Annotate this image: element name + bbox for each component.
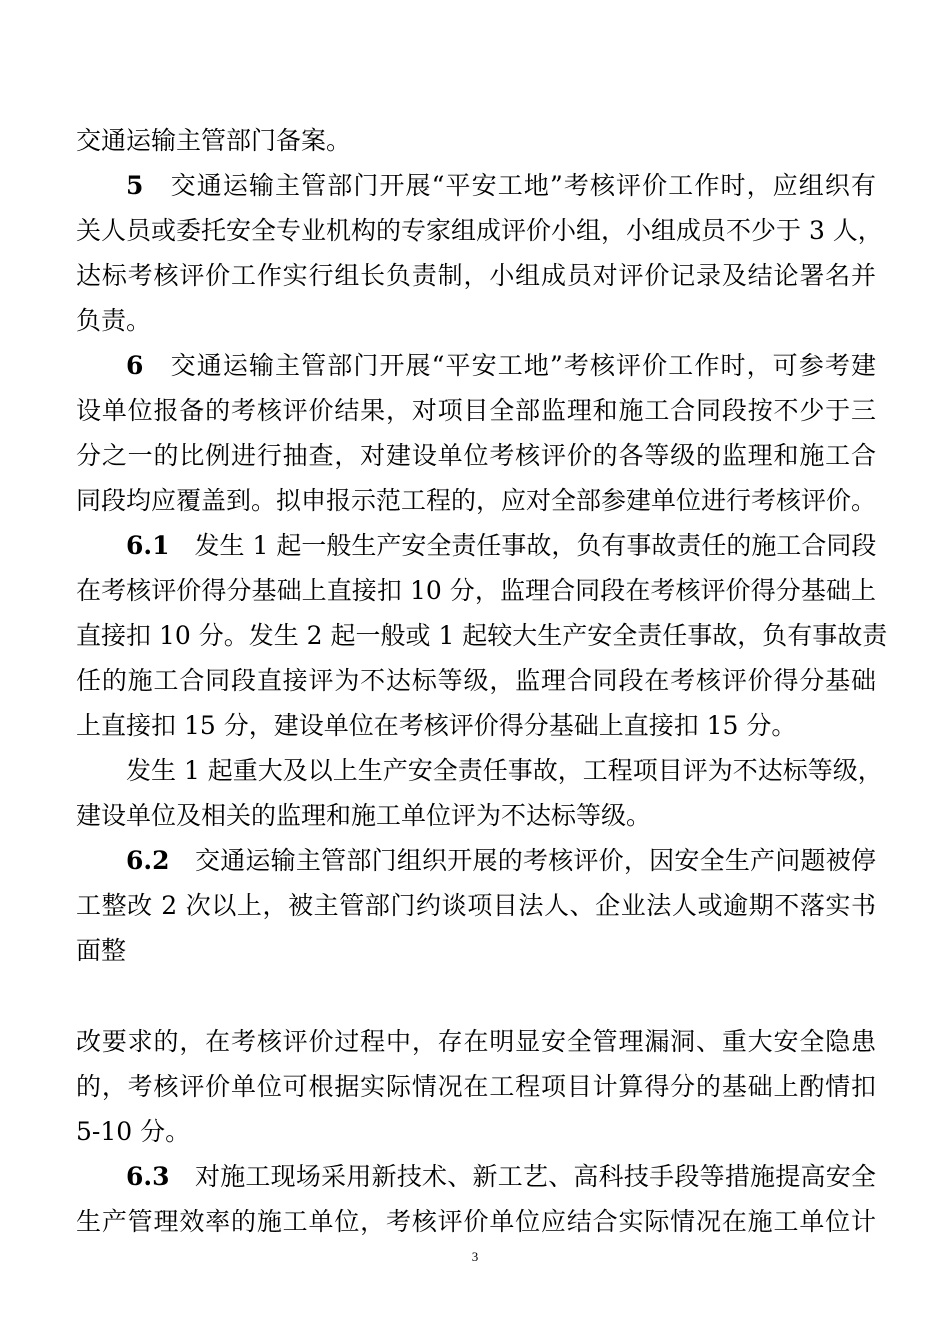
text-line: 分之一的比例进行抽查，对建设单位考核评价的各等级的监理和施工合 [76, 441, 876, 470]
clause-6-2-line: 6.2 交通运输主管部门组织开展的考核评价，因安全生产问题被停 [126, 846, 876, 875]
text-line: 达标考核评价工作实行组长负责制，小组成员对评价记录及结论署名并 [76, 261, 876, 290]
clause-6-line: 6 交通运输主管部门开展“平安工地”考核评价工作时，可参考建 [126, 351, 876, 380]
text-line: 负责。 [76, 306, 152, 335]
text-line: 生产管理效率的施工单位，考核评价单位应结合实际情况在施工单位计 [76, 1207, 876, 1236]
page-number: 3 [471, 1249, 479, 1264]
text-line: 交通运输主管部门备案。 [76, 126, 352, 155]
text-line: 上直接扣 15 分，建设单位在考核评价得分基础上直接扣 15 分。 [76, 711, 797, 740]
text-line: 设单位报备的考核评价结果，对项目全部监理和施工合同段按不少于三 [76, 396, 876, 425]
text-line: 任的施工合同段直接评为不达标等级，监理合同段在考核评价得分基础 [76, 666, 876, 695]
paragraph-start-line: 发生 1 起重大及以上生产安全责任事故，工程项目评为不达标等级， [126, 756, 883, 785]
text-line: 的，考核评价单位可根据实际情况在工程项目计算得分的基础上酌情扣 [76, 1072, 876, 1101]
text-line: 建设单位及相关的监理和施工单位评为不达标等级。 [76, 801, 652, 830]
clause-number: 6.3 [126, 1162, 170, 1191]
clause-number: 6.1 [126, 531, 170, 560]
text-line: 工整改 2 次以上，被主管部门约谈项目法人、企业法人或逾期不落实书 [76, 891, 876, 920]
text-line: 面整 [76, 936, 127, 965]
text-line: 直接扣 10 分。发生 2 起一般或 1 起较大生产安全责任事故，负有事故责 [76, 621, 888, 650]
text-line: 关人员或委托安全专业机构的专家组成评价小组，小组成员不少于 3 人， [76, 216, 883, 245]
clause-6-3-line: 6.3 对施工现场采用新技术、新工艺、高科技手段等措施提高安全 [126, 1162, 876, 1191]
text-line: 同段均应覆盖到。拟申报示范工程的，应对全部参建单位进行考核评价。 [76, 486, 877, 515]
text-line: 在考核评价得分基础上直接扣 10 分，监理合同段在考核评价得分基础上 [76, 576, 876, 605]
clause-6-1-line: 6.1 发生 1 起一般生产安全责任事故，负有事故责任的施工合同段 [126, 531, 877, 560]
clause-number: 6.2 [126, 846, 170, 875]
clause-number: 5 [126, 171, 144, 200]
text-line: 5-10 分。 [76, 1117, 191, 1146]
clause-number: 6 [126, 351, 144, 380]
clause-5-line: 5 交通运输主管部门开展“平安工地”考核评价工作时，应组织有 [126, 171, 876, 200]
text-line: 改要求的，在考核评价过程中，存在明显安全管理漏洞、重大安全隐患 [76, 1027, 876, 1056]
